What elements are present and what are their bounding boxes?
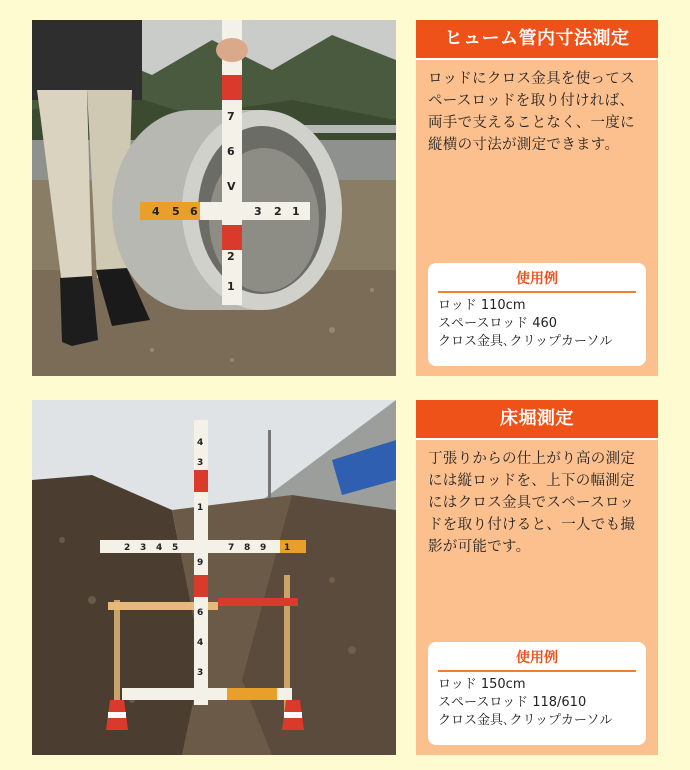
usage-example-line: ロッド 110cm bbox=[438, 298, 526, 313]
usage-example-box bbox=[428, 642, 646, 745]
usage-example-line: ロッド 150cm bbox=[438, 677, 526, 692]
svg-text:1: 1 bbox=[197, 503, 204, 513]
section-title: 床堀測定 bbox=[416, 400, 658, 440]
usage-example-line: クロス金具､クリップカーソル bbox=[438, 334, 613, 349]
svg-text:3: 3 bbox=[197, 458, 204, 468]
usage-example-title: 使用例 bbox=[438, 646, 636, 672]
svg-text:6: 6 bbox=[190, 205, 198, 218]
usage-example-box bbox=[428, 263, 646, 366]
usage-example-line: クロス金具､クリップカーソル bbox=[438, 713, 613, 728]
svg-text:9: 9 bbox=[197, 558, 204, 568]
svg-text:4: 4 bbox=[156, 543, 163, 553]
usage-example-title: 使用例 bbox=[438, 267, 636, 293]
svg-text:5: 5 bbox=[172, 543, 179, 553]
svg-text:1: 1 bbox=[292, 205, 300, 218]
svg-text:4: 4 bbox=[152, 205, 160, 218]
trench-measurement-photo bbox=[32, 400, 396, 755]
svg-text:9: 9 bbox=[260, 543, 267, 553]
usage-example-line: スペースロッド 118/610 bbox=[438, 695, 587, 710]
svg-text:4: 4 bbox=[197, 638, 204, 648]
svg-text:1: 1 bbox=[284, 543, 291, 553]
svg-text:3: 3 bbox=[197, 668, 204, 678]
svg-text:4: 4 bbox=[197, 438, 204, 448]
pipe-measurement-photo bbox=[32, 20, 396, 376]
trench-measurement-panel bbox=[416, 400, 658, 755]
svg-text:2: 2 bbox=[227, 250, 235, 263]
usage-example-line: スペースロッド 460 bbox=[438, 316, 558, 331]
pipe-measurement-panel bbox=[416, 20, 658, 376]
section-description: 丁張りからの仕上がり高の測定には縦ロッドを、上下の幅測定にはクロス金具でスペースロッドを取り付けると、一人でも撮影が可能です。 bbox=[428, 451, 636, 555]
section-description: ロッドにクロス金具を使ってスペースロッドを取り付ければ、両手で支えることなく、一度に縦横の寸法が測定できます。 bbox=[428, 71, 635, 153]
svg-text:2: 2 bbox=[124, 543, 131, 553]
section-title: ヒューム管内寸法測定 bbox=[416, 20, 658, 60]
svg-text:5: 5 bbox=[172, 205, 180, 218]
svg-text:1: 1 bbox=[227, 280, 235, 293]
svg-text:V: V bbox=[227, 180, 236, 193]
svg-text:3: 3 bbox=[140, 543, 147, 553]
svg-text:3: 3 bbox=[254, 205, 262, 218]
svg-text:7: 7 bbox=[227, 110, 235, 123]
svg-text:7: 7 bbox=[228, 543, 235, 553]
svg-text:8: 8 bbox=[244, 543, 251, 553]
svg-text:6: 6 bbox=[197, 608, 204, 618]
svg-text:6: 6 bbox=[227, 145, 235, 158]
svg-text:2: 2 bbox=[274, 205, 282, 218]
